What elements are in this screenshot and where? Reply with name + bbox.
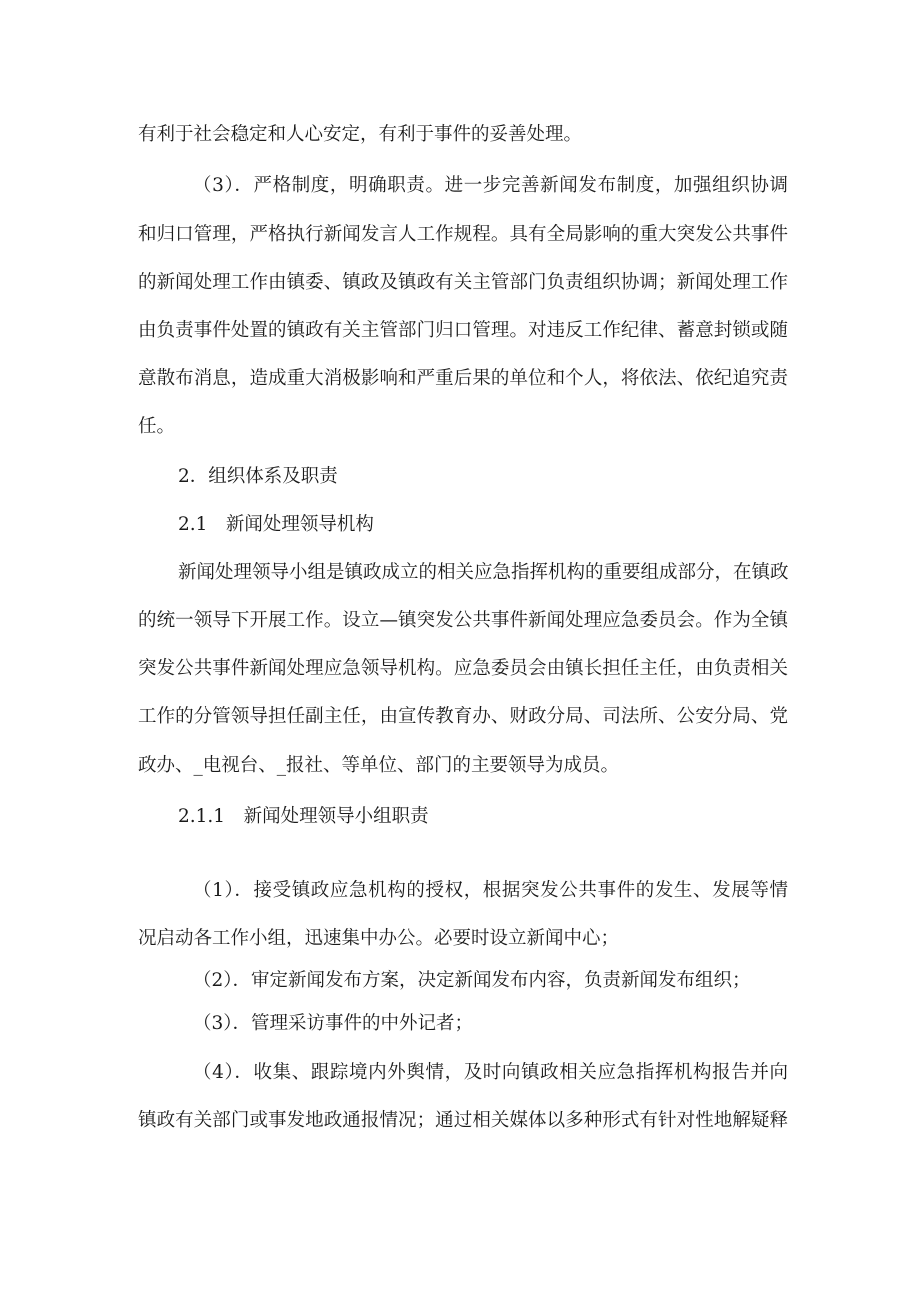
list-item-line: （3）．严格制度，明确职责。进一步完善新闻发布制度，加强组织协调 (193, 175, 788, 196)
paragraph-line: 新闻处理领导小组是镇政成立的相关应急指挥机构的重要组成部分，在镇政 (178, 562, 789, 583)
paragraph-line: 和归口管理，严格执行新闻发言人工作规程。具有全局影响的重大突发公共事件 (138, 224, 788, 245)
paragraph-line: 由负责事件处置的镇政有关主管部门归口管理。对违反工作纪律、蓄意封锁或随 (138, 320, 788, 341)
paragraph-line: 的统一领导下开展工作。设立—镇突发公共事件新闻处理应急委员会。作为全镇 (138, 610, 788, 631)
subsubsection-heading: 2.1.1 新闻处理领导小组职责 (178, 806, 429, 827)
paragraph-line: 有利于社会稳定和人心安定，有利于事件的妥善处理。 (138, 124, 583, 145)
list-item-line: （4）．收集、跟踪境内外舆情，及时向镇政相关应急指挥机构报告并向 (193, 1062, 788, 1083)
paragraph-line: 的新闻处理工作由镇委、镇政及镇政有关主管部门负责组织协调；新闻处理工作 (138, 272, 788, 293)
paragraph-line: 突发公共事件新闻处理应急领导机构。应急委员会由镇长担任主任，由负责相关 (138, 658, 788, 679)
paragraph-line: 政办、_电视台、_报社、等单位、部门的主要领导为成员。 (138, 755, 620, 776)
paragraph-line: 意散布消息，造成重大消极影响和严重后果的单位和个人，将依法、依纪追究责 (138, 368, 788, 389)
paragraph-line: 任。 (138, 416, 176, 437)
list-item-line: 镇政有关部门或事发地政通报情况；通过相关媒体以多种形式有针对性地解疑释 (138, 1110, 788, 1131)
list-item-line: 况启动各工作小组，迅速集中办公。必要时设立新闻中心； (138, 928, 620, 949)
subsection-heading: 2.1 新闻处理领导机构 (178, 514, 374, 535)
list-item-line: （1）．接受镇政应急机构的授权，根据突发公共事件的发生、发展等情 (193, 880, 788, 901)
list-item-line: （2）．审定新闻发布方案，决定新闻发布内容，负责新闻发布组织； (193, 970, 751, 991)
paragraph-line: 工作的分管领导担任副主任，由宣传教育办、财政分局、司法所、公安分局、党 (138, 706, 788, 727)
list-item-line: （3）．管理采访事件的中外记者； (193, 1013, 474, 1034)
section-heading: 2．组织体系及职责 (178, 466, 338, 487)
